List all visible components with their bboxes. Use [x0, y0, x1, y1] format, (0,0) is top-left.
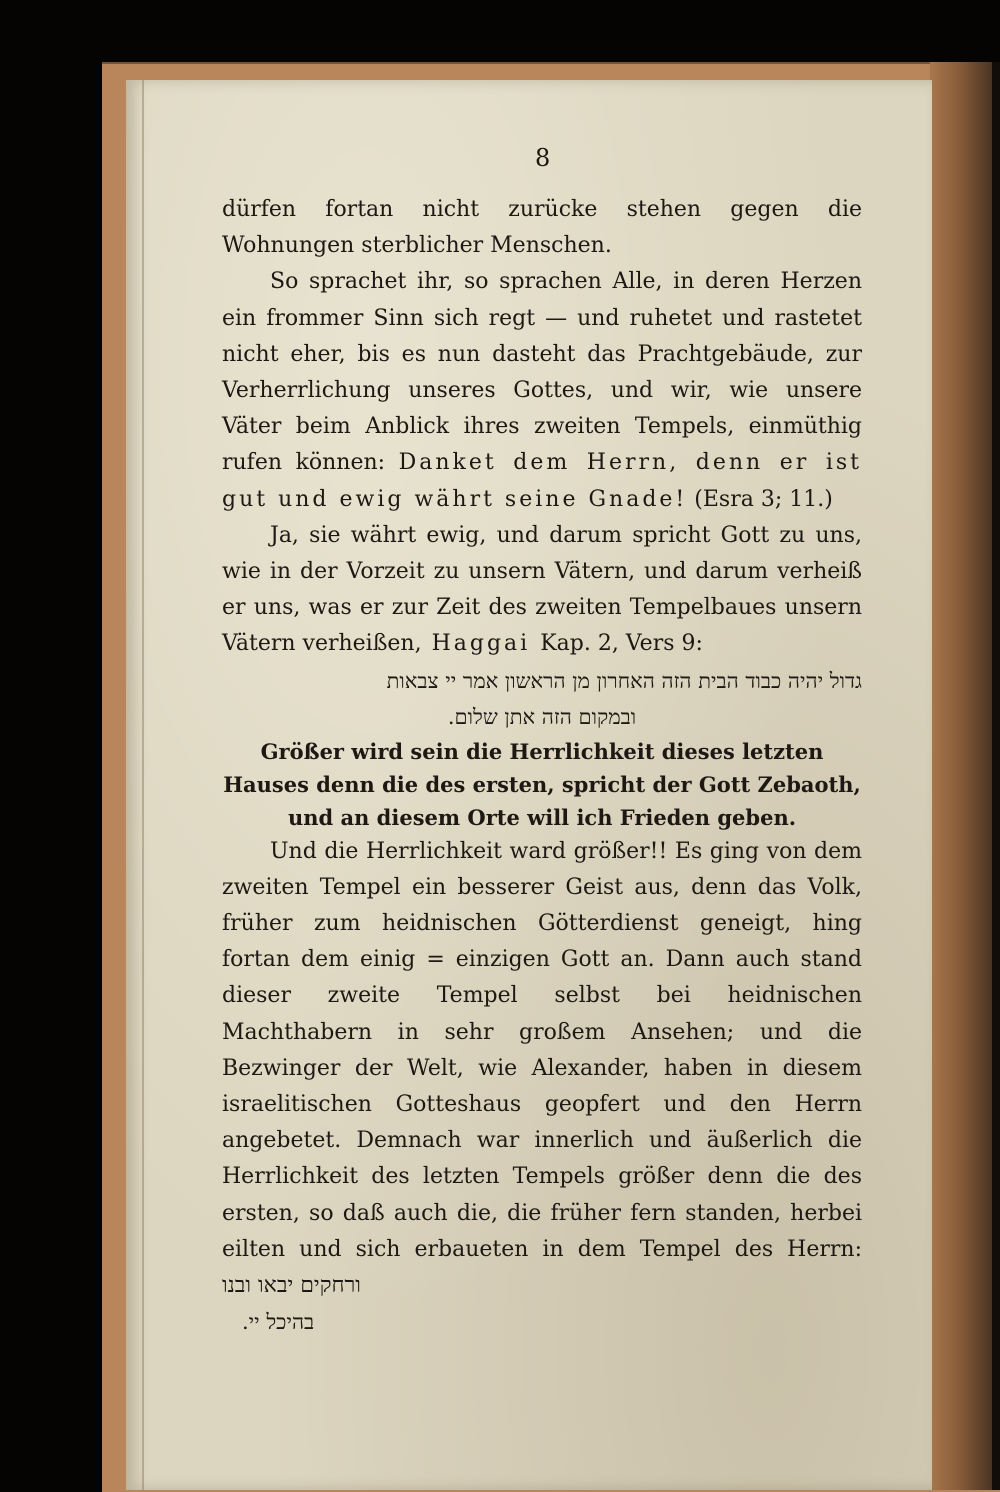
paragraph-2-text: So sprachet ihr, so sprachen Alle, in deren Herzen ein frommer Sinn sich regt — und ruhetet und rastetet nicht eher, bis es nun dasteht das Prachtgebäude, zur Verherrlichung unseres Gottes, und wir, wie unsere Väter beim Anblick ihres zweiten Tempels, einmüthig rufen können: [222, 269, 862, 476]
hebrew-verse-line-2: ובמקום הזה אתן שלום. [447, 704, 637, 729]
paragraph-2-reference: (Esra 3; 11.) [687, 486, 833, 512]
paragraph-4 [222, 834, 862, 1305]
page-number: 8 [535, 144, 551, 172]
paragraph-3-prophet: Haggai [421, 631, 541, 657]
paragraph-3-text: Ja, sie währt ewig, und darum spricht Gott zu uns, wie in der Vorzeit zu unsern Vätern, und darum verheiß er uns, was er zur Zeit des zweiten Tempelbaues unsern Vätern verheißen, [222, 522, 862, 657]
paragraph-4-text: Und die Herrlichkeit ward größer!! Es ging von dem zweiten Tempel ein besserer Geist aus, denn das Volk, früher zum heidnischen Götterdienst geneigt, hing fortan dem einig = einzigen Gott an. Dann auch stand dieser zweite Tempel selbst bei heidnischen Machthabern in sehr großem Ansehen; und die Bezwinger der Welt, wie Alexander, haben in diesem israelitischen Gotteshaus geopfert und den Herrn angebetet. Demnach war innerlich und äußerlich die Herrlichkeit des letzten Tempels größer denn die des ersten, so daß auch die, die früher fern standen, herbei eilten und sich erbaueten in dem Tempel des Herrn: [222, 838, 862, 1262]
page-gutter-line [142, 80, 144, 1490]
verse-translation: Größer wird sein die Herrlichkeit dieses letzten Hauses denn die des ersten, spricht der Gott Zebaoth, und an diesem Orte will ich Frieden geben. [223, 738, 861, 830]
page-text [222, 192, 862, 1340]
paragraph-3-reference: Kap. 2, Vers 9: [540, 631, 703, 657]
paragraph-2 [222, 264, 862, 517]
paragraph-4-hebrew: ורחקים יבאו ובנו [222, 1273, 361, 1299]
paragraph-3 [222, 518, 862, 663]
book-binding-edge [992, 62, 1000, 1490]
hebrew-closing-line: בהיכל יי. [242, 1310, 315, 1335]
paragraph-1 [222, 192, 862, 264]
paragraph-1-text: dürfen fortan nicht zurücke stehen gegen die Wohnungen sterblicher Menschen. [222, 197, 862, 259]
paragraph-2-quote: Danket dem Herrn, denn er ist gut und ewig währt seine Gnade! [222, 450, 862, 512]
book-spine-edge [930, 62, 1000, 1490]
hebrew-verse-line-1: גדול יהיה כבוד הבית הזה האחרון מן הראשון אמר יי צבאות [386, 668, 862, 693]
